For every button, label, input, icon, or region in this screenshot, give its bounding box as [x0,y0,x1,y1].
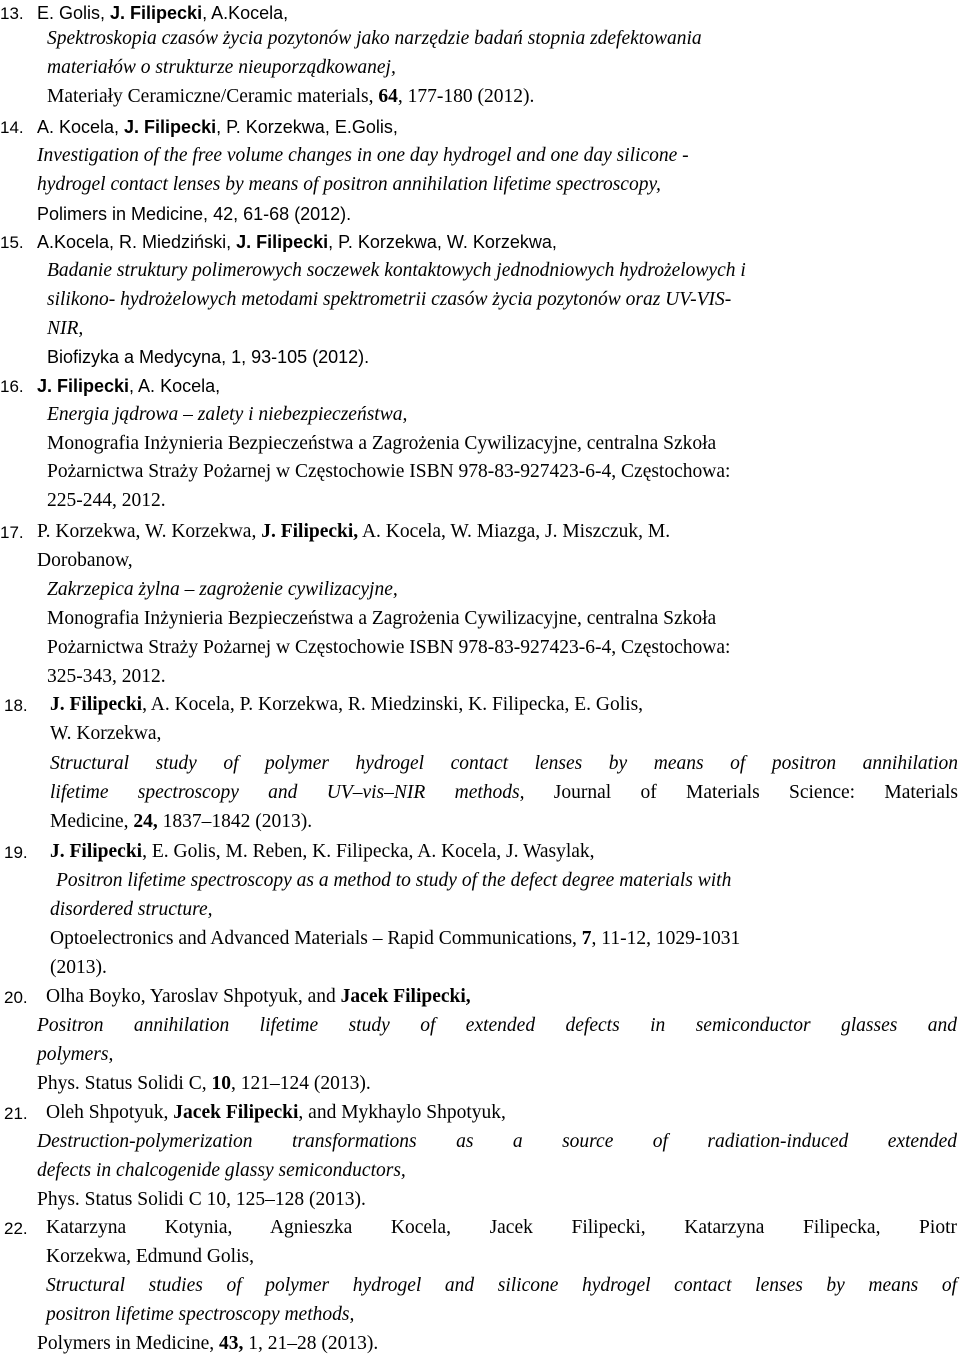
citation-title: silikono- hydrożelowych metodami spektrometrii czasów życia pozytonów oraz UV-VIS- [47,289,732,310]
citation-title: Badanie struktury polimerowych soczewek kontaktowych jednodniowych hydrożelowych i [47,260,746,281]
entry-number: 16. [0,377,24,396]
entry-number: 17. [0,523,24,542]
citation-line [37,1160,406,1182]
entry-number: 19. [4,843,28,862]
citation-text: , P. Korzekwa, W. Korzekwa, [328,232,557,252]
citation-text: A. Kocela, [37,117,125,137]
citation-text: 1, 21–28 (2013). [243,1333,379,1354]
citation-title: lifetime spectroscopy and UV–vis–NIR methods, [50,782,525,803]
citation-text: Olha Boyko, Yaroslav Shpotyuk, and [46,986,341,1007]
citation-line [37,145,689,167]
citation-text: , P. Korzekwa, E.Golis, [216,117,398,137]
citation-line [46,1102,506,1124]
citation-line [37,231,557,254]
author-name-bold: J. Filipecki [124,117,217,137]
citation-line [47,404,407,426]
citation-line [37,1015,957,1037]
citation-title: Zakrzepica żylna – zagrożenie cywilizacyjne, [47,579,398,600]
citation-title: Energia jądrowa – zalety i niebezpieczeństwa, [47,404,408,425]
citation-text: Dorobanow, [37,550,133,571]
author-name-bold: J. Filipecki [37,376,130,396]
citation-line [47,433,716,455]
citation-line [47,637,730,659]
citation-line [47,490,166,512]
citation-title: Spektroskopia czasów życia pozytonów jako narzędzie badań stopnia zdefektowania [47,28,702,49]
author-name-bold: Jacek Filipecki, [340,986,471,1007]
citation-text: , A.Kocela, [202,3,289,23]
entry-number: 22. [4,1219,28,1238]
citation-title: Investigation of the free volume changes in one day hydrogel and one day silicone - [37,145,689,166]
citation-text: 225-244, 2012. [47,490,166,511]
citation-text: A. Kocela, W. Miazga, J. Miszczuk, M. [358,521,671,542]
citation-text: , A. Kocela, P. Korzekwa, R. Miedzinski, K. Filipecka, E. Golis, [142,694,644,715]
citation-text: E. Golis, [37,3,111,23]
citation-text: Korzekwa, Edmund Golis, [46,1246,254,1267]
citation-line [37,203,351,226]
citation-line [46,986,471,1008]
citation-title: materiałów o strukturze nieuporządkowanej, [47,57,396,78]
citation-text: Monografia Inżynieria Bezpieczeństwa a Zagrożenia Cywilizacyjne, centralna Szkoła [47,433,717,454]
citation-title: Destruction-polymerization transformations as a source of radiation-induced extended [37,1131,957,1152]
citation-line [50,957,107,979]
author-name-bold: 43, [218,1333,244,1354]
citation-title: NIR, [47,318,84,339]
citation-title: Structural study of polymer hydrogel contact lenses by means of positron annihilation [50,753,958,774]
author-name-bold: J. Filipecki [110,3,203,23]
citation-title: polymers, [37,1044,114,1065]
citation-line [47,86,534,108]
citation-line [37,375,220,398]
author-name-bold: 10 [211,1073,231,1094]
citation-line [37,1073,371,1095]
citation-line [50,782,958,804]
citation-text: Polymers in Medicine, [37,1333,219,1354]
author-name-bold: 24, [133,811,158,832]
author-name-bold: 64 [378,86,398,107]
citation-text: Monografia Inżynieria Bezpieczeństwa a Zagrożenia Cywilizacyjne, centralna Szkoła [47,608,717,629]
citation-text: Journal of Materials Science: Materials [524,782,958,803]
citation-text: Phys. Status Solidi C, [37,1073,212,1094]
citation-line [50,753,958,775]
citation-text: Medicine, [50,811,134,832]
author-name-bold: 7 [581,928,592,949]
entry-number: 18. [4,696,28,715]
entry-number: 21. [4,1104,28,1123]
citation-line [37,521,670,543]
citation-line [50,811,312,833]
entry-number: 14. [0,118,24,137]
author-name-bold: J. Filipecki, [261,521,359,542]
citation-text: P. Korzekwa, W. Korzekwa, [37,521,262,542]
author-name-bold: J. Filipecki [236,232,329,252]
citation-title: disordered structure, [50,899,213,920]
citation-text: Pożarnictwa Straży Pożarnej w Częstochowie ISBN 978-83-927423-6-4, Częstochowa: [47,461,731,482]
citation-line [47,28,702,50]
citation-line [50,928,740,950]
entry-number: 15. [0,233,24,252]
citation-line [46,1275,957,1297]
citation-line [37,1189,366,1211]
citation-title: defects in chalcogenide glassy semiconductors, [37,1160,406,1181]
citation-title: Positron annihilation lifetime study of extended defects in semiconductor glasses and [37,1015,957,1036]
citation-line [47,608,716,630]
citation-text: Katarzyna Kotynia, Agnieszka Kocela, Jacek Filipecki, Katarzyna Filipecka, Piotr [46,1217,957,1238]
citation-title: hydrogel contact lenses by means of positron annihilation lifetime spectroscopy, [37,174,661,195]
citation-line [56,870,731,892]
citation-line [50,899,212,921]
citation-line [47,579,398,601]
entry-number: 13. [0,4,24,23]
citation-text: 325-343, 2012. [47,666,166,687]
author-name-bold: J. Filipecki [50,841,143,862]
citation-text: , E. Golis, M. Reben, K. Filipecka, A. Kocela, J. Wasylak, [142,841,595,862]
citation-line [37,550,133,572]
citation-line [47,346,369,369]
citation-line [37,2,288,25]
citation-text: Oleh Shpotyuk, [46,1102,174,1123]
author-name-bold: J. Filipecki [50,694,143,715]
citation-text: , A. Kocela, [129,376,221,396]
citation-line [46,1304,354,1326]
entry-number: 20. [4,988,28,1007]
citation-title: positron lifetime spectroscopy methods, [46,1304,355,1325]
citation-line [47,318,83,340]
citation-line [47,666,166,688]
citation-text: W. Korzekwa, [50,723,162,744]
citation-text: Materiały Ceramiczne/Ceramic materials, [47,86,379,107]
citation-line [37,1333,378,1355]
author-name-bold: Jacek Filipecki [173,1102,299,1123]
citation-line [37,116,398,139]
citation-line [37,1044,113,1066]
citation-text: Optoelectronics and Advanced Materials – Rapid Communications, [50,928,582,949]
citation-line [47,260,746,282]
citation-line [50,723,161,745]
citation-line [37,174,661,196]
citation-text: Polimers in Medicine, 42, 61-68 (2012). [37,204,352,224]
citation-text: Phys. Status Solidi C 10, 125–128 (2013). [37,1189,366,1210]
citation-text: (2013). [50,957,107,978]
citation-text: 1837–1842 (2013). [157,811,313,832]
citation-line [47,289,731,311]
citation-text: A.Kocela, R. Miedziński, [37,232,237,252]
citation-text: , and Mykhaylo Shpotyuk, [298,1102,506,1123]
citation-line [46,1246,254,1268]
citation-line [46,1217,957,1239]
citation-line [50,841,595,863]
citation-title: Structural studies of polymer hydrogel and silicone hydrogel contact lenses by means of [46,1275,957,1296]
citation-text: , 11-12, 1029-1031 [591,928,741,949]
citation-line [50,694,643,716]
citation-text: Pożarnictwa Straży Pożarnej w Częstochowie ISBN 978-83-927423-6-4, Częstochowa: [47,637,731,658]
citation-line [37,1131,957,1153]
citation-line [47,57,396,79]
citation-title: Positron lifetime spectroscopy as a method to study of the defect degree materials with [56,870,732,891]
citation-line [47,461,730,483]
citation-text: Biofizyka a Medycyna, 1, 93-105 (2012). [47,347,370,367]
citation-text: , 121–124 (2013). [230,1073,371,1094]
citation-text: , 177-180 (2012). [397,86,535,107]
